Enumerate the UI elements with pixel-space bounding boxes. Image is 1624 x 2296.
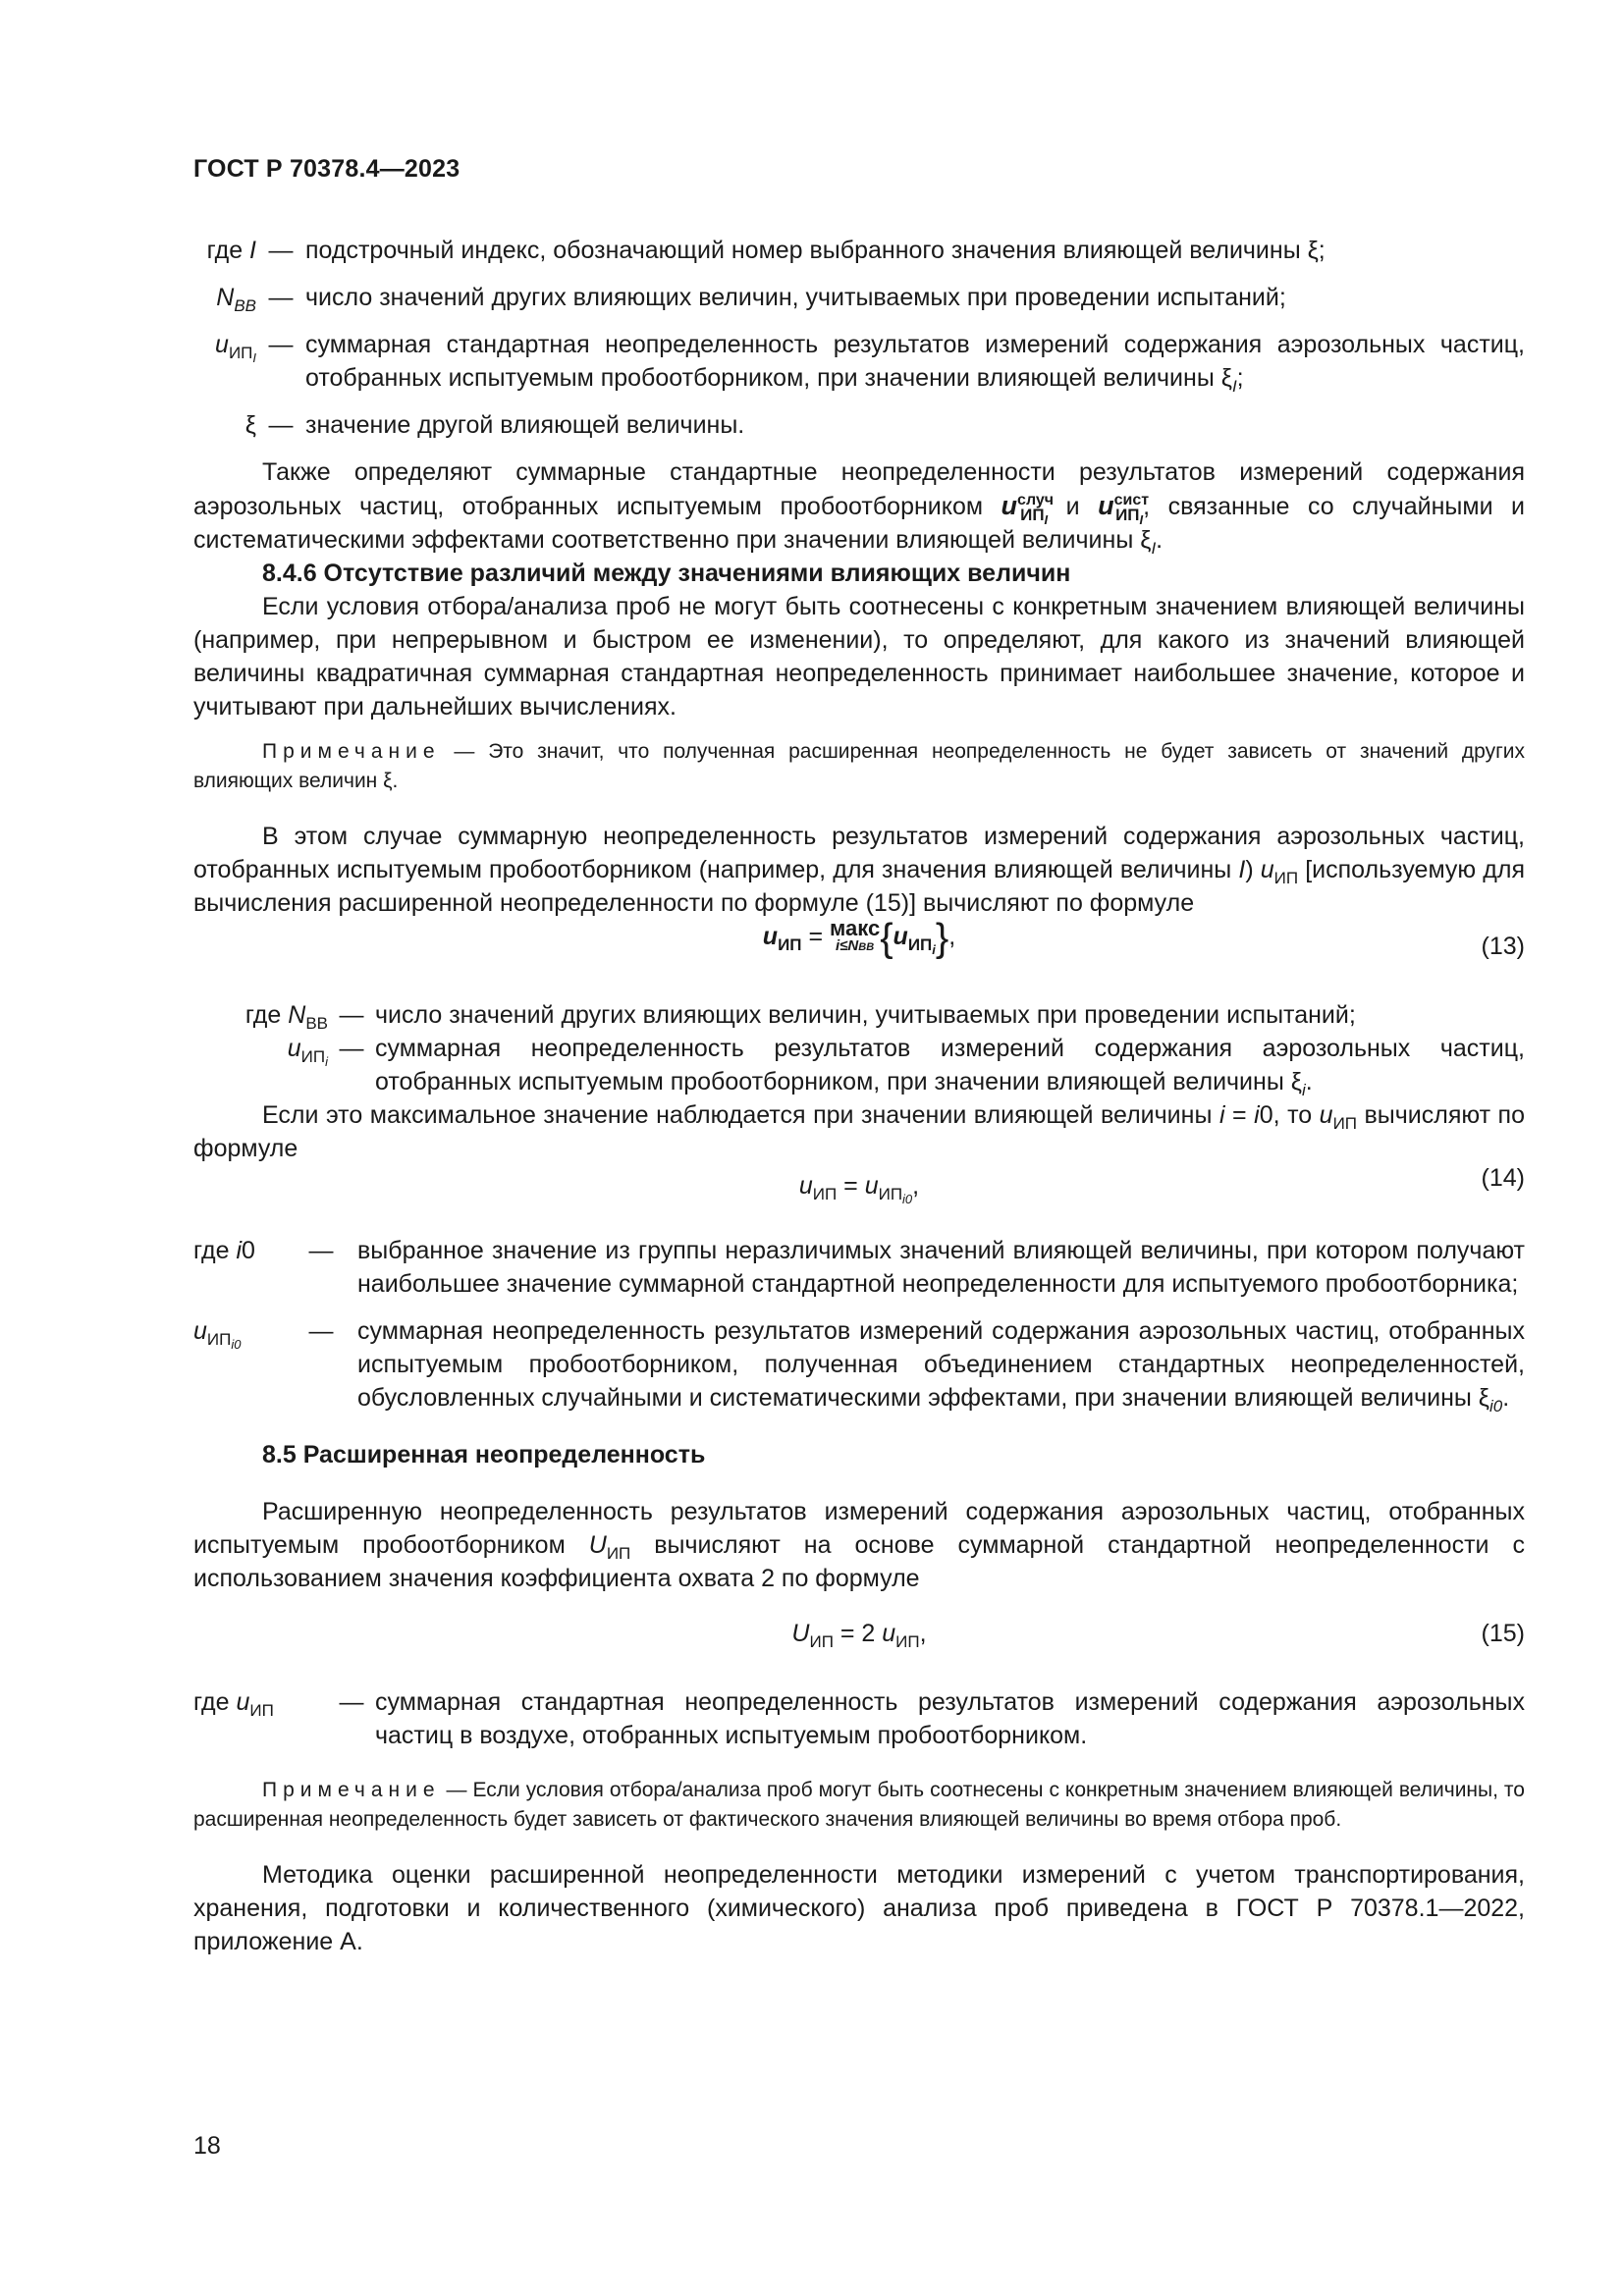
symbol: где $N_{ВВ}$ bbox=[244, 1001, 328, 1033]
where-block-3 bbox=[193, 1234, 1525, 1415]
formula-14: $u_{ИП} = u_{ИП_{i0}}$, (14) bbox=[193, 1165, 1525, 1210]
note-label: Примечание bbox=[262, 740, 441, 763]
formula-15: $U_{ИП} = 2$ $u_{ИП}$, (15) bbox=[193, 1595, 1525, 1672]
formula-number: (15) bbox=[1481, 1620, 1525, 1647]
symbol: $u_{ИП_I}$ bbox=[215, 331, 256, 365]
dash: — bbox=[268, 284, 294, 311]
where-block-1 bbox=[193, 234, 1525, 442]
dash: — bbox=[339, 1035, 364, 1062]
definition-text: выбранное значение из группы неразличимых значений влияющей величины, при котором получают наибольшее значение суммарной стандартной неопределенности для испытуемого пробоотборника; bbox=[357, 1237, 1525, 1298]
definition-text: суммарная неопределенность результатов измерений содержания аэрозольных частиц, отобранных испытуемым пробоотборником, полученная объединением стандартных неопределенностей, обусловленных случайными и систематическими эффектами, при значении влияющей величины $\xi_{i0}$. bbox=[357, 1317, 1525, 1415]
definition-text: суммарная стандартная неопределенность результатов измерений содержания аэрозольных частиц, отобранных испытуемым пробоотборником, при значении влияющей величины $\xi_I$; bbox=[305, 331, 1525, 396]
where-word: где bbox=[206, 237, 250, 264]
symbol: где $u_{ИП}$ bbox=[193, 1688, 274, 1720]
where-block-4 bbox=[193, 1685, 1525, 1752]
definition-text: число значений других влияющих величин, учитываемых при проведении испытаний; bbox=[305, 284, 1286, 311]
formula-number: (13) bbox=[1481, 933, 1525, 960]
formula-13: $u_{ИП}$ = макс i≤NВВ $\{u_{ИП_i}\}$, (13) bbox=[193, 920, 1525, 975]
dash: — bbox=[268, 411, 294, 439]
symbol: $N_{ВВ}$ bbox=[216, 284, 256, 315]
page-body bbox=[193, 234, 1525, 1958]
paragraph-case: В этом случае суммарную неопределенность результатов измерений содержания аэрозольных частиц, отобранных испытуемым пробоотборником (например, для значения влияющей величины I) $u_{ИП}$ [используемую для вычисления расширенной неопределенности по формуле (15)] вычисляют по формуле bbox=[193, 823, 1525, 917]
formula-number: (14) bbox=[1481, 1164, 1525, 1192]
definition-text: подстрочный индекс, обозначающий номер выбранного значения влияющей величины ξ; bbox=[305, 237, 1326, 264]
dash: — bbox=[308, 1317, 334, 1345]
symbol: ξ bbox=[244, 411, 256, 439]
paragraph-846: Если условия отбора/анализа проб не могут быть соотнесены с конкретным значением влияющей величины (например, при непрерывном и быстром ее изменении), то определяют, для какого из значений влияющей величины квадратичная суммарная стандартная неопределенность принимает наибольшее значение, которое и учитывают при дальнейших вычислениях. bbox=[193, 593, 1525, 721]
section-heading-8-5: 8.5 Расширенная неопределенность bbox=[262, 1441, 706, 1468]
symbol: $u_{ИП_{i0}}$ bbox=[193, 1317, 242, 1352]
symbol: $u_{ИП_i}$ bbox=[287, 1035, 328, 1069]
definition-text: суммарная неопределенность результатов измерений содержания аэрозольных частиц, отобранных испытуемым пробоотборником, при значении влияющей величины $\xi_i$. bbox=[375, 1035, 1525, 1099]
symbol: I bbox=[249, 237, 256, 264]
definition-text: число значений других влияющих величин, учитываемых при проведении испытаний; bbox=[375, 1001, 1356, 1029]
paragraph-also: Также определяют суммарные стандартные неопределенности результатов измерений содержания аэрозольных частиц, отобранных испытуемым пробоотборником $u^{случ}_{ИП_I}$ и $u^{сист}_{ИП_I}$, связанные со случайными и систематическими эффектами соответственно при значении влияющей величины $\xi_I$. bbox=[193, 458, 1525, 558]
note-1: Примечание — Это значит, что полученная расширенная неопределенность не будет зависеть от значений других влияющих величин ξ. bbox=[193, 740, 1525, 792]
paragraph-max: Если это максимальное значение наблюдается при значении влияющей величины i = i0, то $u_{ИП}$ вычисляют по формуле bbox=[193, 1101, 1525, 1162]
paragraph-85: Расширенную неопределенность результатов измерений содержания аэрозольных частиц, отобранных испытуемым пробоотборником $U_{ИП}$ вычисляют на основе суммарной стандартной неопределенности с использованием значения коэффициента охвата 2 по формуле bbox=[193, 1498, 1525, 1592]
page-number: 18 bbox=[193, 2132, 221, 2160]
symbol: где i0 bbox=[193, 1237, 255, 1264]
note-label: Примечание bbox=[262, 1779, 441, 1801]
definition-text: значение другой влияющей величины. bbox=[305, 411, 745, 439]
note-2: Примечание — Если условия отбора/анализа проб могут быть соотнесены с конкретным значением влияющей величины, то расширенная неопределенность будет зависеть от фактического значения влияющей величины во время отбора проб. bbox=[193, 1779, 1525, 1831]
document-header: ГОСТ Р 70378.4—2023 bbox=[193, 155, 460, 183]
dash: — bbox=[268, 237, 294, 264]
dash: — bbox=[308, 1237, 334, 1264]
dash: — bbox=[268, 331, 294, 358]
dash: — bbox=[339, 1688, 364, 1716]
section-heading-8-4-6: 8.4.6 Отсутствие различий между значениями влияющих величин bbox=[262, 560, 1071, 587]
dash: — bbox=[339, 1001, 364, 1029]
definition-text: суммарная стандартная неопределенность результатов измерений содержания аэрозольных частиц в воздухе, отобранных испытуемым пробоотборником. bbox=[375, 1688, 1525, 1749]
paragraph-method: Методика оценки расширенной неопределенности методики измерений с учетом транспортирования, хранения, подготовки и количественного (химического) анализа проб приведена в ГОСТ Р 70378.1—2022, приложение А. bbox=[193, 1861, 1525, 1955]
where-block-2 bbox=[193, 998, 1525, 1098]
